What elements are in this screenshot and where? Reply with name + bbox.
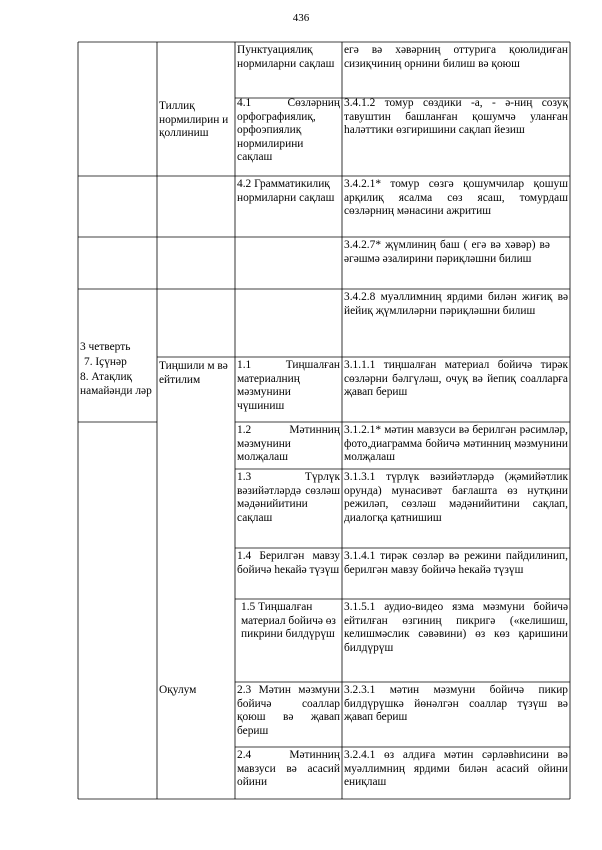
goal-3-1-2-1: 3.1.2.1* мәтин мавзуси вә берилгән рәсимләр, фото,диаграмма бойичә мәтинниң мәзмунини молҗалаш [344,424,568,464]
goal-punctuation: егә вә хәвәрниң оттурига қоюлидиған сизиқчиниң орнини билиш вә қоюш [344,44,568,70]
skill-listening-speaking: Тиңшили м вә ейтилим [159,360,228,386]
goal-3-1-3-1: 3.1.3.1 түрлүк вәзийәтләрдә (җәмийәтлик орунда) мунасивәт бағлашта өз нутқини режиләп, сөзләш мәдәнийитини сақлап, диалогқа қатнишиш [344,471,568,524]
quarter-label: 3 четверть [80,341,131,353]
subskill-1-4: 1.4 Берилгән мавзу бойичә һекайә түзүш [237,550,340,576]
subskill-punctuation: Пунктуациялиқ нормиларни сақлаш [237,44,335,70]
subskill-4-1: 4.1 Сөзләрниң орфографиялиқ, орфоэпиялиқ нормилирини сақлаш [237,97,340,164]
subskill-4-2: 4.2 Грамматикилиқ нормиларни сақлаш [237,178,335,204]
subskill-1-3: 1.3 Түрлүк вәзийәтләрдә сөзләш мәдәнийитини сақлаш [237,471,340,524]
goal-3-4-2-7: 3.4.2.7* җүмлиниң баш ( егә вә хәвәр) вә әгәшмә әзалирини пәриқләшни билиш [344,239,550,265]
goal-3-4-2-1: 3.4.2.1* томур сөзгә қошумчилар қошуш арқилиқ ясалма сөз ясаш, томурдаш сөзләрниң мәнасини ажритиш [344,178,568,218]
section-crafts: 7. Ιҫүнәр [84,356,127,368]
goal-3-1-1-1: 3.1.1.1 тиңшалған материал бойичә тирәк сөзләрни бәлгүләш, очуқ вә йепиқ соалларға җавап бериш [344,359,568,399]
subskill-1-1: 1.1 Тиңшалған материалниң мәзмунини чүшиниш [237,359,340,412]
page-number: 436 [292,12,310,24]
subskill-1-2: 1.2 Мәтинниң мәзмунини молҗалаш [237,424,340,464]
goal-3-1-5-1: 3.1.5.1 аудио-видео язма мәзмуни бойичә ейтилған өзгиниң пикригә («келишиш, келишмәслик сәвәвини) өз көз қаришини билдүрүш [344,601,568,654]
goal-3-2-3-1: 3.2.3.1 мәтин мәзмуни бойичә пикир билдүрүшкә йөнәлгән соаллар түзүш вә җавап бериш [344,684,568,724]
goal-3-1-4-1: 3.1.4.1 тирәк сөзләр вә режини пайдилинип, берилгән мавзу бойичә һекайә түзүш [344,550,568,576]
skill-reading: Оқулум [159,684,197,696]
goal-3-4-1-2: 3.4.1.2 томур сөздики -а, - ә-ниң созуқ тавуштин башланған қошумчә уланған һаләттики өзгиришини сақлап йезиш [344,97,568,137]
subskill-1-5: 1.5 Тиңшалған материал бойичә өз пикрини билдүрүш [241,601,336,641]
skill-language-norms: Тиллиқ нормилирин и қоллиниш [159,100,229,140]
section-famous-people: 8. Атақлиқ намайәнди ләр [80,371,152,397]
subskill-2-3: 2.3 Мәтин мәзмуни бойичә соаллар қоюш вә җавап бериш [237,684,340,737]
goal-3-4-2-8: 3.4.2.8 муәллимниң ярдими билән жиғиқ вә йейиқ җүмлиләрни пәриқләшни билиш [344,291,568,317]
goal-3-2-4-1: 3.2.4.1 өз алдиға мәтин сәрләвһисини вә муәллимниң ярдими билән асасий ойини ениқлаш [344,749,568,789]
subskill-2-4: 2.4 Мәтинниң мавзуси вә асасий ойини [237,749,340,789]
